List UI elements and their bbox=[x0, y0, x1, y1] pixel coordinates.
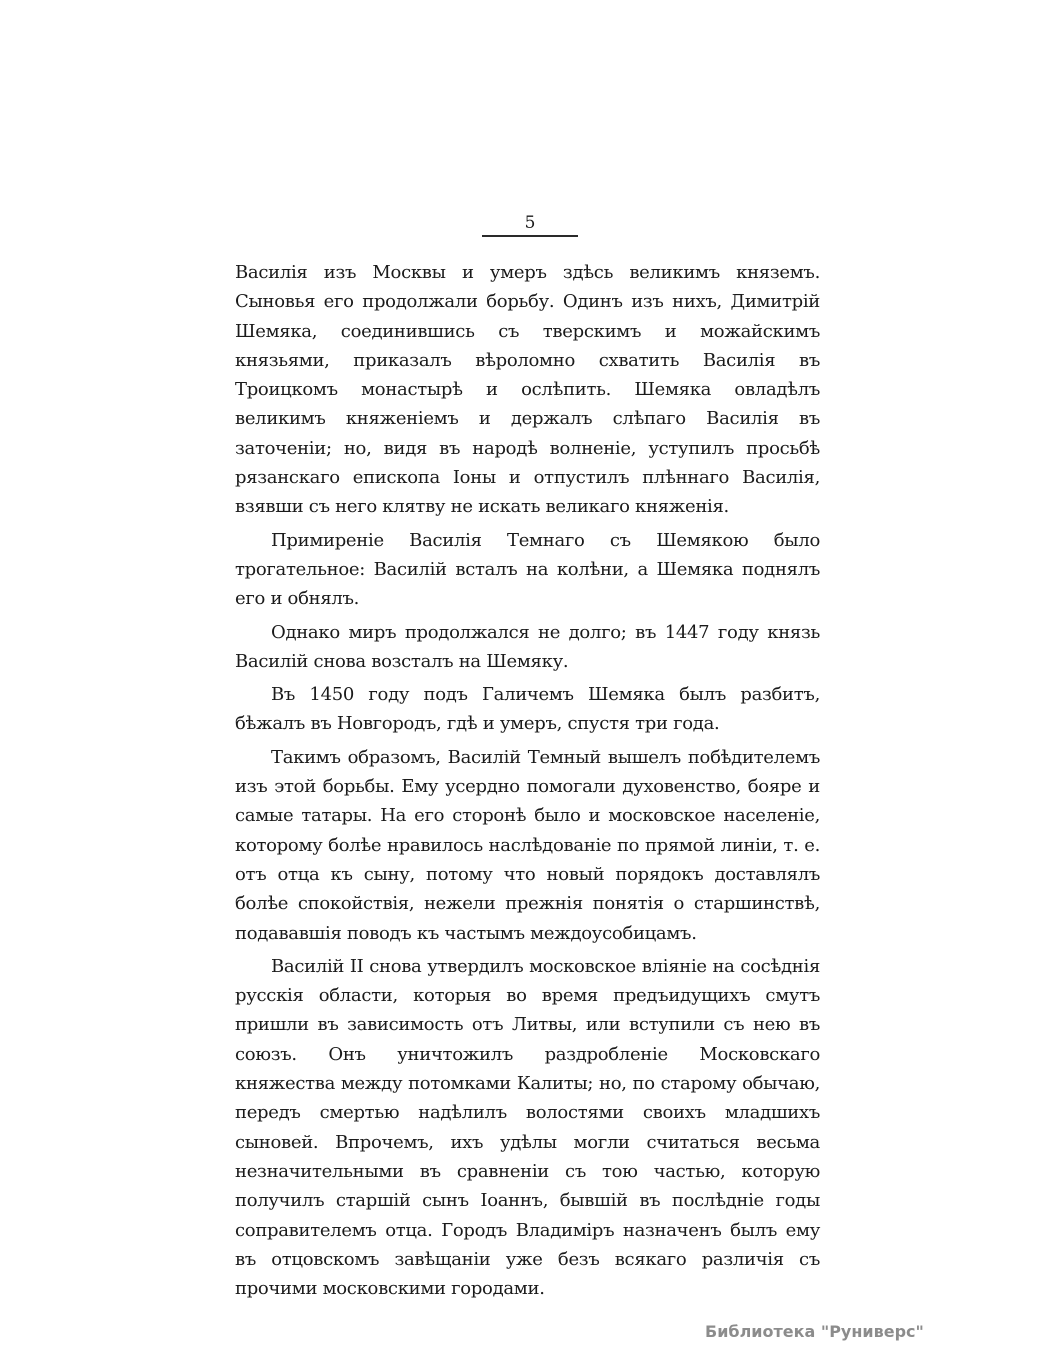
paragraph-galich: Въ 1450 году подъ Галичемъ Шемяка былъ разбитъ, бѣжалъ въ Новгородъ, гдѣ и умеръ, спустя три года. bbox=[235, 684, 820, 735]
library-watermark: Библиотека "Руниверс" bbox=[705, 1322, 924, 1341]
paragraph-peace: Однако миръ продолжался не долго; въ 1447 году князь Василій снова возсталъ на Шемяку. bbox=[235, 621, 820, 672]
paragraph-vasily-ii: Василій II снова утвердилъ московское вліяніе на сосѣднія русскія области, которыя во время предъидущихъ смутъ пришли въ зависимость отъ Литвы, или вступили съ нею въ союзъ. Онъ уничтожилъ раздробленіе Московскаго княжества между потомками Калиты; но, по старому обычаю, передъ смертью надѣлилъ волостями своихъ младшихъ сыновей. Впрочемъ, ихъ удѣлы могли считаться весьма незначительными въ сравненіи съ тою частью, которую получилъ старшій сынъ Іоаннъ, бывшій въ послѣдніе годы соправителемъ отца. Городъ Владиміръ назначенъ былъ ему въ отцовскомъ завѣщаніи уже безъ всякаго различія съ прочими московскими городами. bbox=[235, 955, 820, 1300]
page-number-rule bbox=[482, 235, 578, 237]
page-number: 5 bbox=[524, 213, 536, 233]
paragraph-victory: Такимъ образомъ, Василій Темный вышелъ побѣдителемъ изъ этой борьбы. Ему усердно помогали духовенство, бояре и самые татары. На его сторонѣ было и московское населеніе, которому болѣе нравилось наслѣдованіе по прямой линіи, т. е. отъ отца къ сыну, потому что новый порядокъ доставлялъ болѣе спокойствія, нежели прежнія понятія о старшинствѣ, подававшія поводъ къ частымъ междоусобицамъ. bbox=[235, 746, 820, 944]
paragraph-continuation: Василія изъ Москвы и умеръ здѣсь великимъ княземъ. Сыновья его продолжали борьбу. Одинъ изъ нихъ, Димитрій Шемяка, соединившись съ тверскимъ и можайскимъ князьями, приказалъ вѣроломно схватить Василія въ Троицкомъ монастырѣ и ослѣпить. Шемяка овладѣлъ великимъ княженіемъ и держалъ слѣпаго Василія въ заточеніи; но, видя въ народѣ волненіе, уступилъ просьбѣ рязанскаго епископа Іоны и отпустилъ плѣннаго Василія, взявши съ него клятву не искать великаго княженія. bbox=[235, 262, 820, 518]
text-body bbox=[235, 258, 820, 1303]
paragraph-reconciliation: Примиреніе Василія Темнаго съ Шемякою было трогательное: Василій всталъ на колѣни, а Шемяка поднялъ его и обнялъ. bbox=[235, 529, 820, 610]
